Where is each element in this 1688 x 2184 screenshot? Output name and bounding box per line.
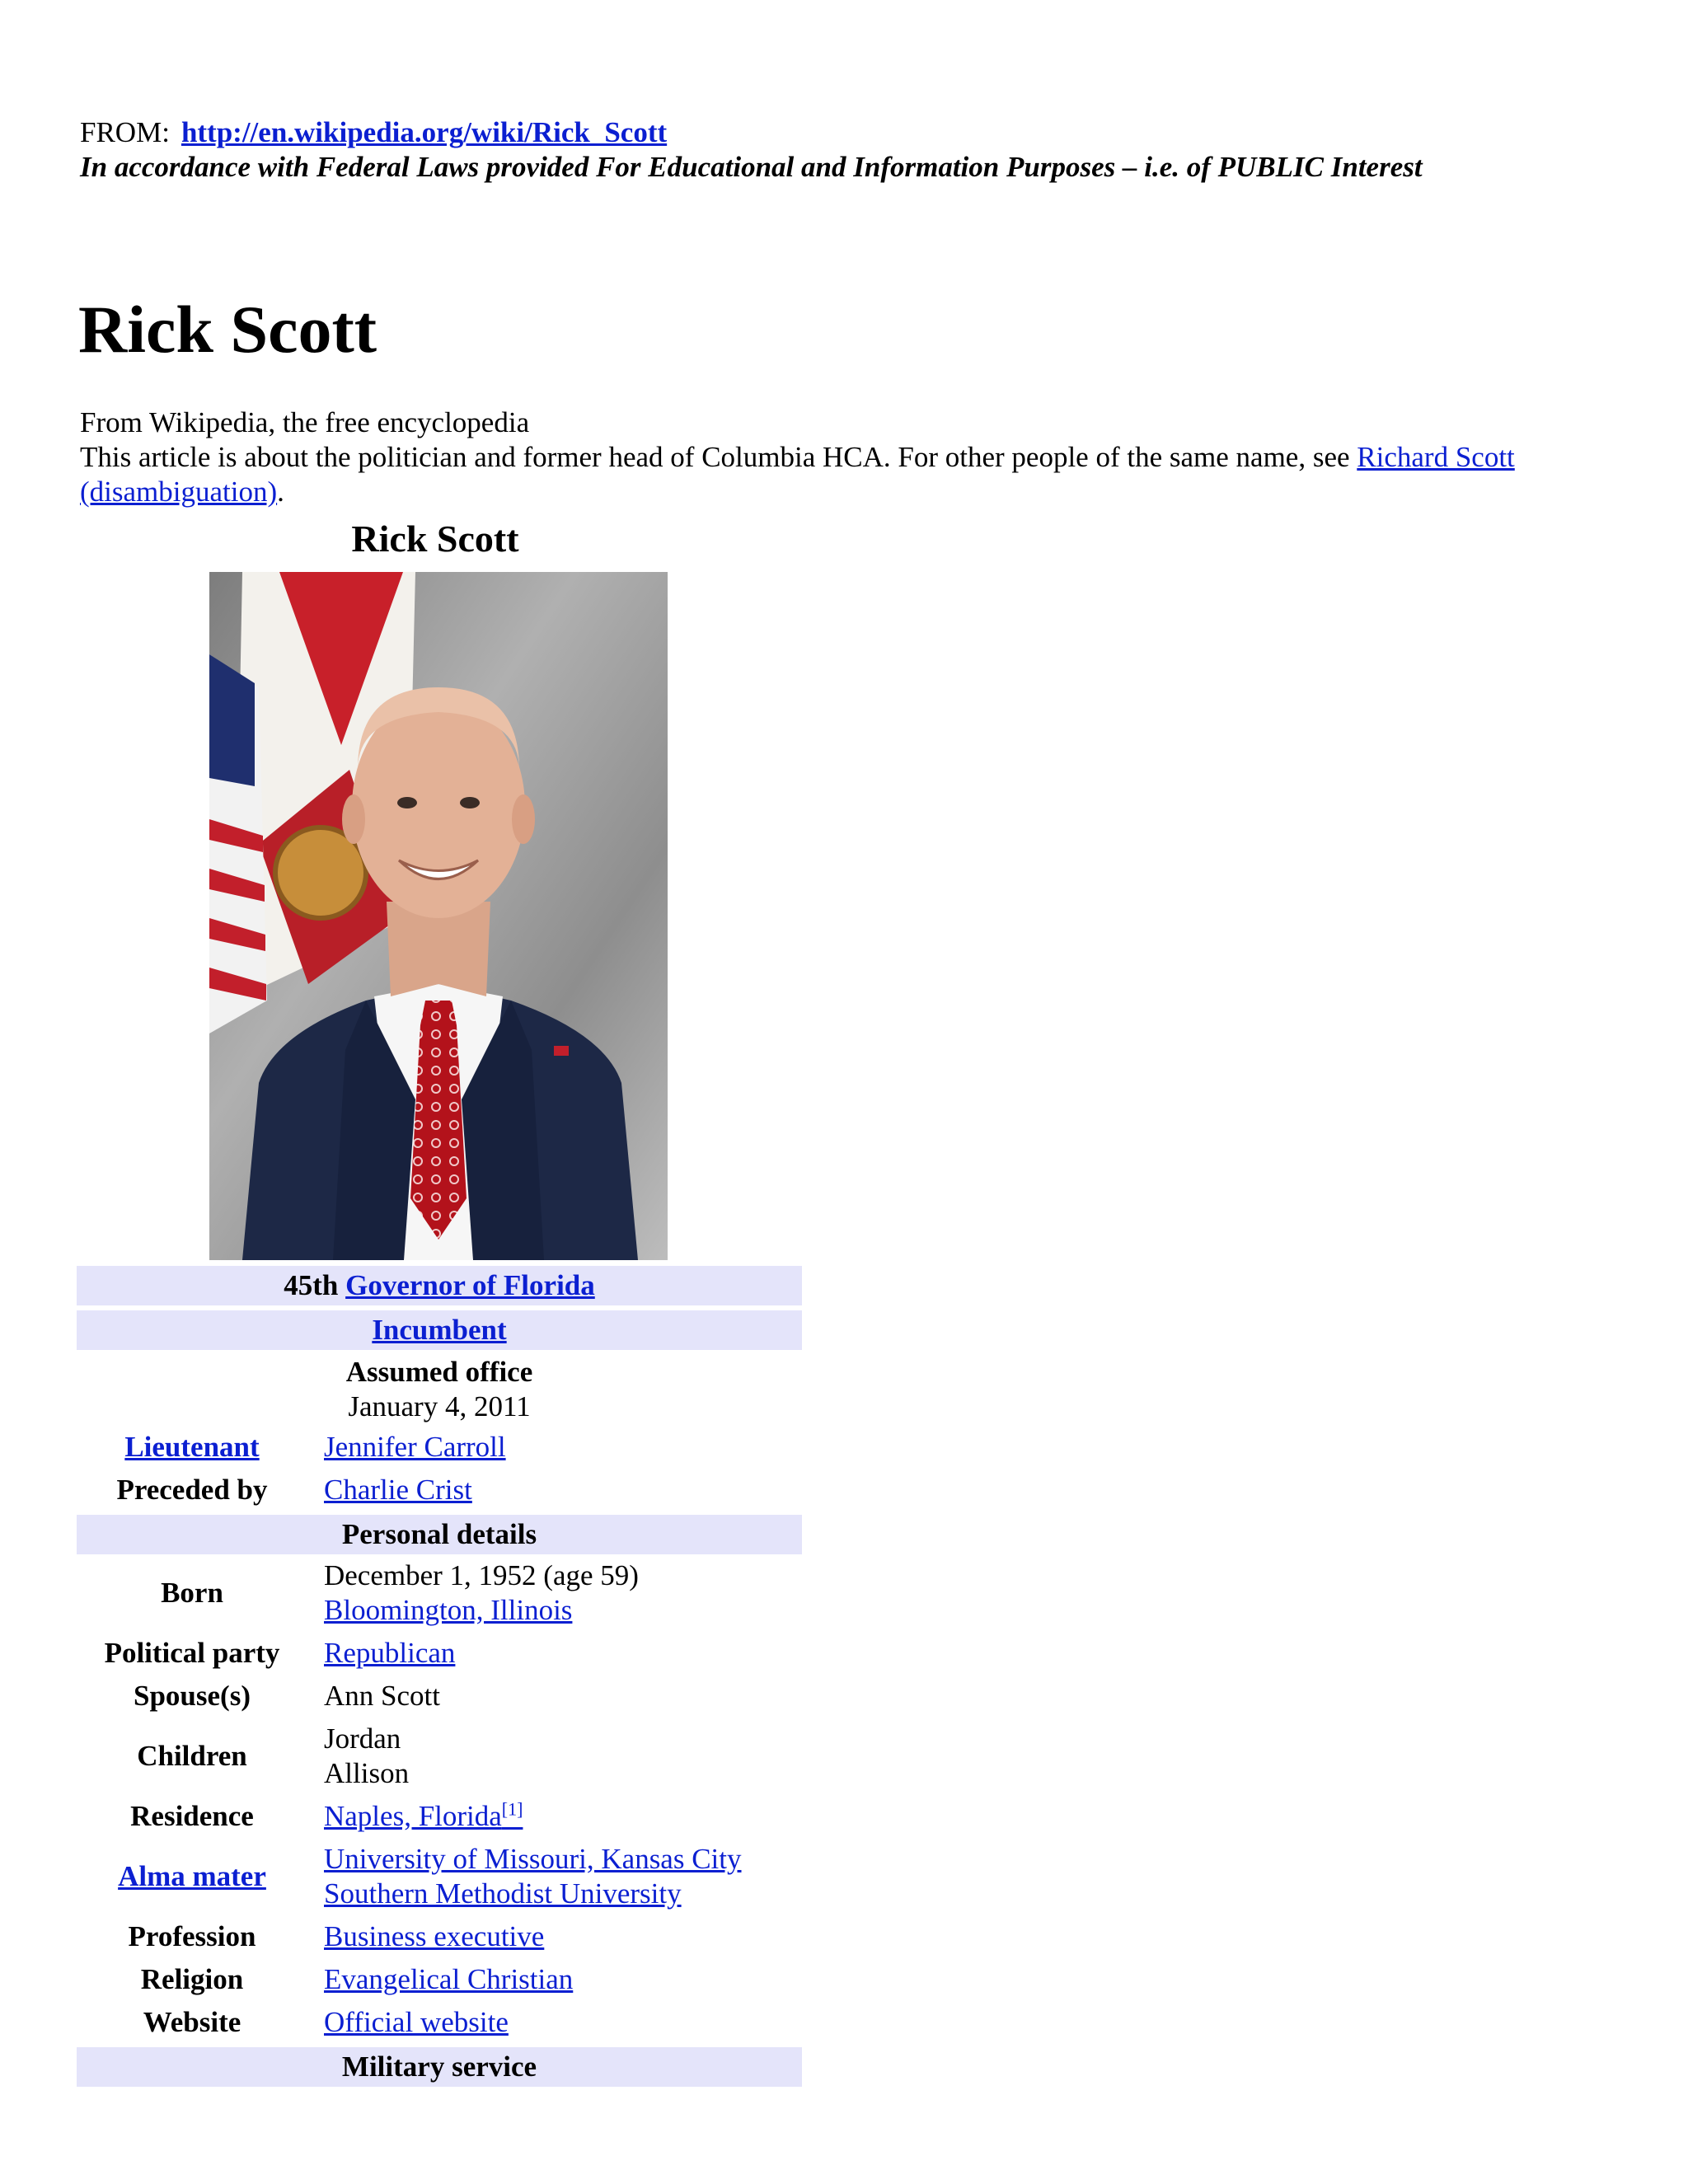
- residence-label: Residence: [130, 1800, 254, 1832]
- alma-mater-row: [77, 1838, 802, 1915]
- profession-row: [77, 1915, 802, 1958]
- children-row: [77, 1718, 802, 1795]
- religion-row: [77, 1958, 802, 2001]
- hatnote: [80, 440, 1605, 509]
- residence-row: [77, 1795, 802, 1838]
- infobox-title: Rick Scott: [351, 518, 519, 560]
- office-band: [77, 1266, 802, 1305]
- office-prefix: 45th: [284, 1269, 346, 1301]
- born-date: December 1, 1952 (age 59): [324, 1559, 639, 1591]
- hatnote-end: .: [277, 476, 284, 508]
- spouse-row: [77, 1675, 802, 1718]
- residence-ref[interactable]: [1]: [501, 1798, 523, 1820]
- source-url-link[interactable]: http://en.wikipedia.org/wiki/Rick_Scott: [181, 116, 668, 148]
- infobox: [77, 513, 802, 2087]
- lieutenant-link[interactable]: Jennifer Carroll: [324, 1431, 506, 1463]
- article-subtitle: From Wikipedia, the free encyclopedia: [80, 406, 530, 438]
- born-place-link[interactable]: Bloomington, Illinois: [324, 1594, 573, 1626]
- residence-link[interactable]: [324, 1800, 523, 1832]
- legal-notice: In accordance with Federal Laws provided For Educational and Information Purposes – i.e. of PUBLIC Interest: [80, 151, 1423, 183]
- hatnote-text: This article is about the politician and former head of Columbia HCA. For other people of the same name, see: [80, 441, 1357, 473]
- governor-link[interactable]: Governor of Florida: [345, 1269, 595, 1301]
- assumed-office-label: Assumed office: [345, 1356, 533, 1388]
- profession-label: Profession: [128, 1920, 256, 1952]
- lieutenant-label-link[interactable]: Lieutenant: [124, 1431, 260, 1463]
- born-label: Born: [161, 1577, 223, 1609]
- preceded-by-link[interactable]: Charlie Crist: [324, 1474, 472, 1506]
- assumed-office-block: [77, 1350, 802, 1426]
- residence-value: Naples, Florida: [324, 1800, 502, 1832]
- official-website-link[interactable]: Official website: [324, 2006, 509, 2038]
- military-service-band: Military service: [77, 2047, 802, 2087]
- disambiguation-link[interactable]: Richard Scott (disambiguation): [80, 441, 1515, 508]
- child-1: Jordan: [324, 1722, 401, 1755]
- source-line: [80, 115, 667, 150]
- party-link[interactable]: Republican: [324, 1637, 456, 1669]
- preceded-by-label: Preceded by: [116, 1474, 268, 1506]
- party-row: [77, 1632, 802, 1675]
- spouse-label: Spouse(s): [134, 1680, 251, 1712]
- religion-link[interactable]: Evangelical Christian: [324, 1963, 574, 1995]
- from-label: FROM:: [80, 116, 170, 148]
- page-title: Rick Scott: [78, 292, 377, 367]
- profession-link[interactable]: Business executive: [324, 1920, 545, 1952]
- incumbent-band: [77, 1310, 802, 1350]
- alma-mater-link-2[interactable]: Southern Methodist University: [324, 1877, 682, 1910]
- alma-mater-link-1[interactable]: University of Missouri, Kansas City: [324, 1843, 742, 1875]
- personal-details-band: Personal details: [77, 1515, 802, 1554]
- incumbent-link[interactable]: Incumbent: [372, 1314, 507, 1346]
- portrait-photo: [209, 572, 668, 1260]
- portrait-illustration: [209, 572, 668, 1260]
- children-label: Children: [137, 1740, 247, 1772]
- born-row: [77, 1554, 802, 1632]
- preceded-by-row: [77, 1469, 802, 1511]
- religion-label: Religion: [140, 1963, 244, 1995]
- alma-mater-label-link[interactable]: Alma mater: [118, 1860, 266, 1892]
- assumed-office-date: January 4, 2011: [348, 1390, 531, 1422]
- website-row: [77, 2001, 802, 2044]
- party-label: Political party: [104, 1637, 280, 1669]
- lieutenant-row: [77, 1426, 802, 1469]
- child-2: Allison: [324, 1757, 410, 1789]
- website-label: Website: [143, 2006, 241, 2038]
- spouse-value: Ann Scott: [324, 1680, 440, 1712]
